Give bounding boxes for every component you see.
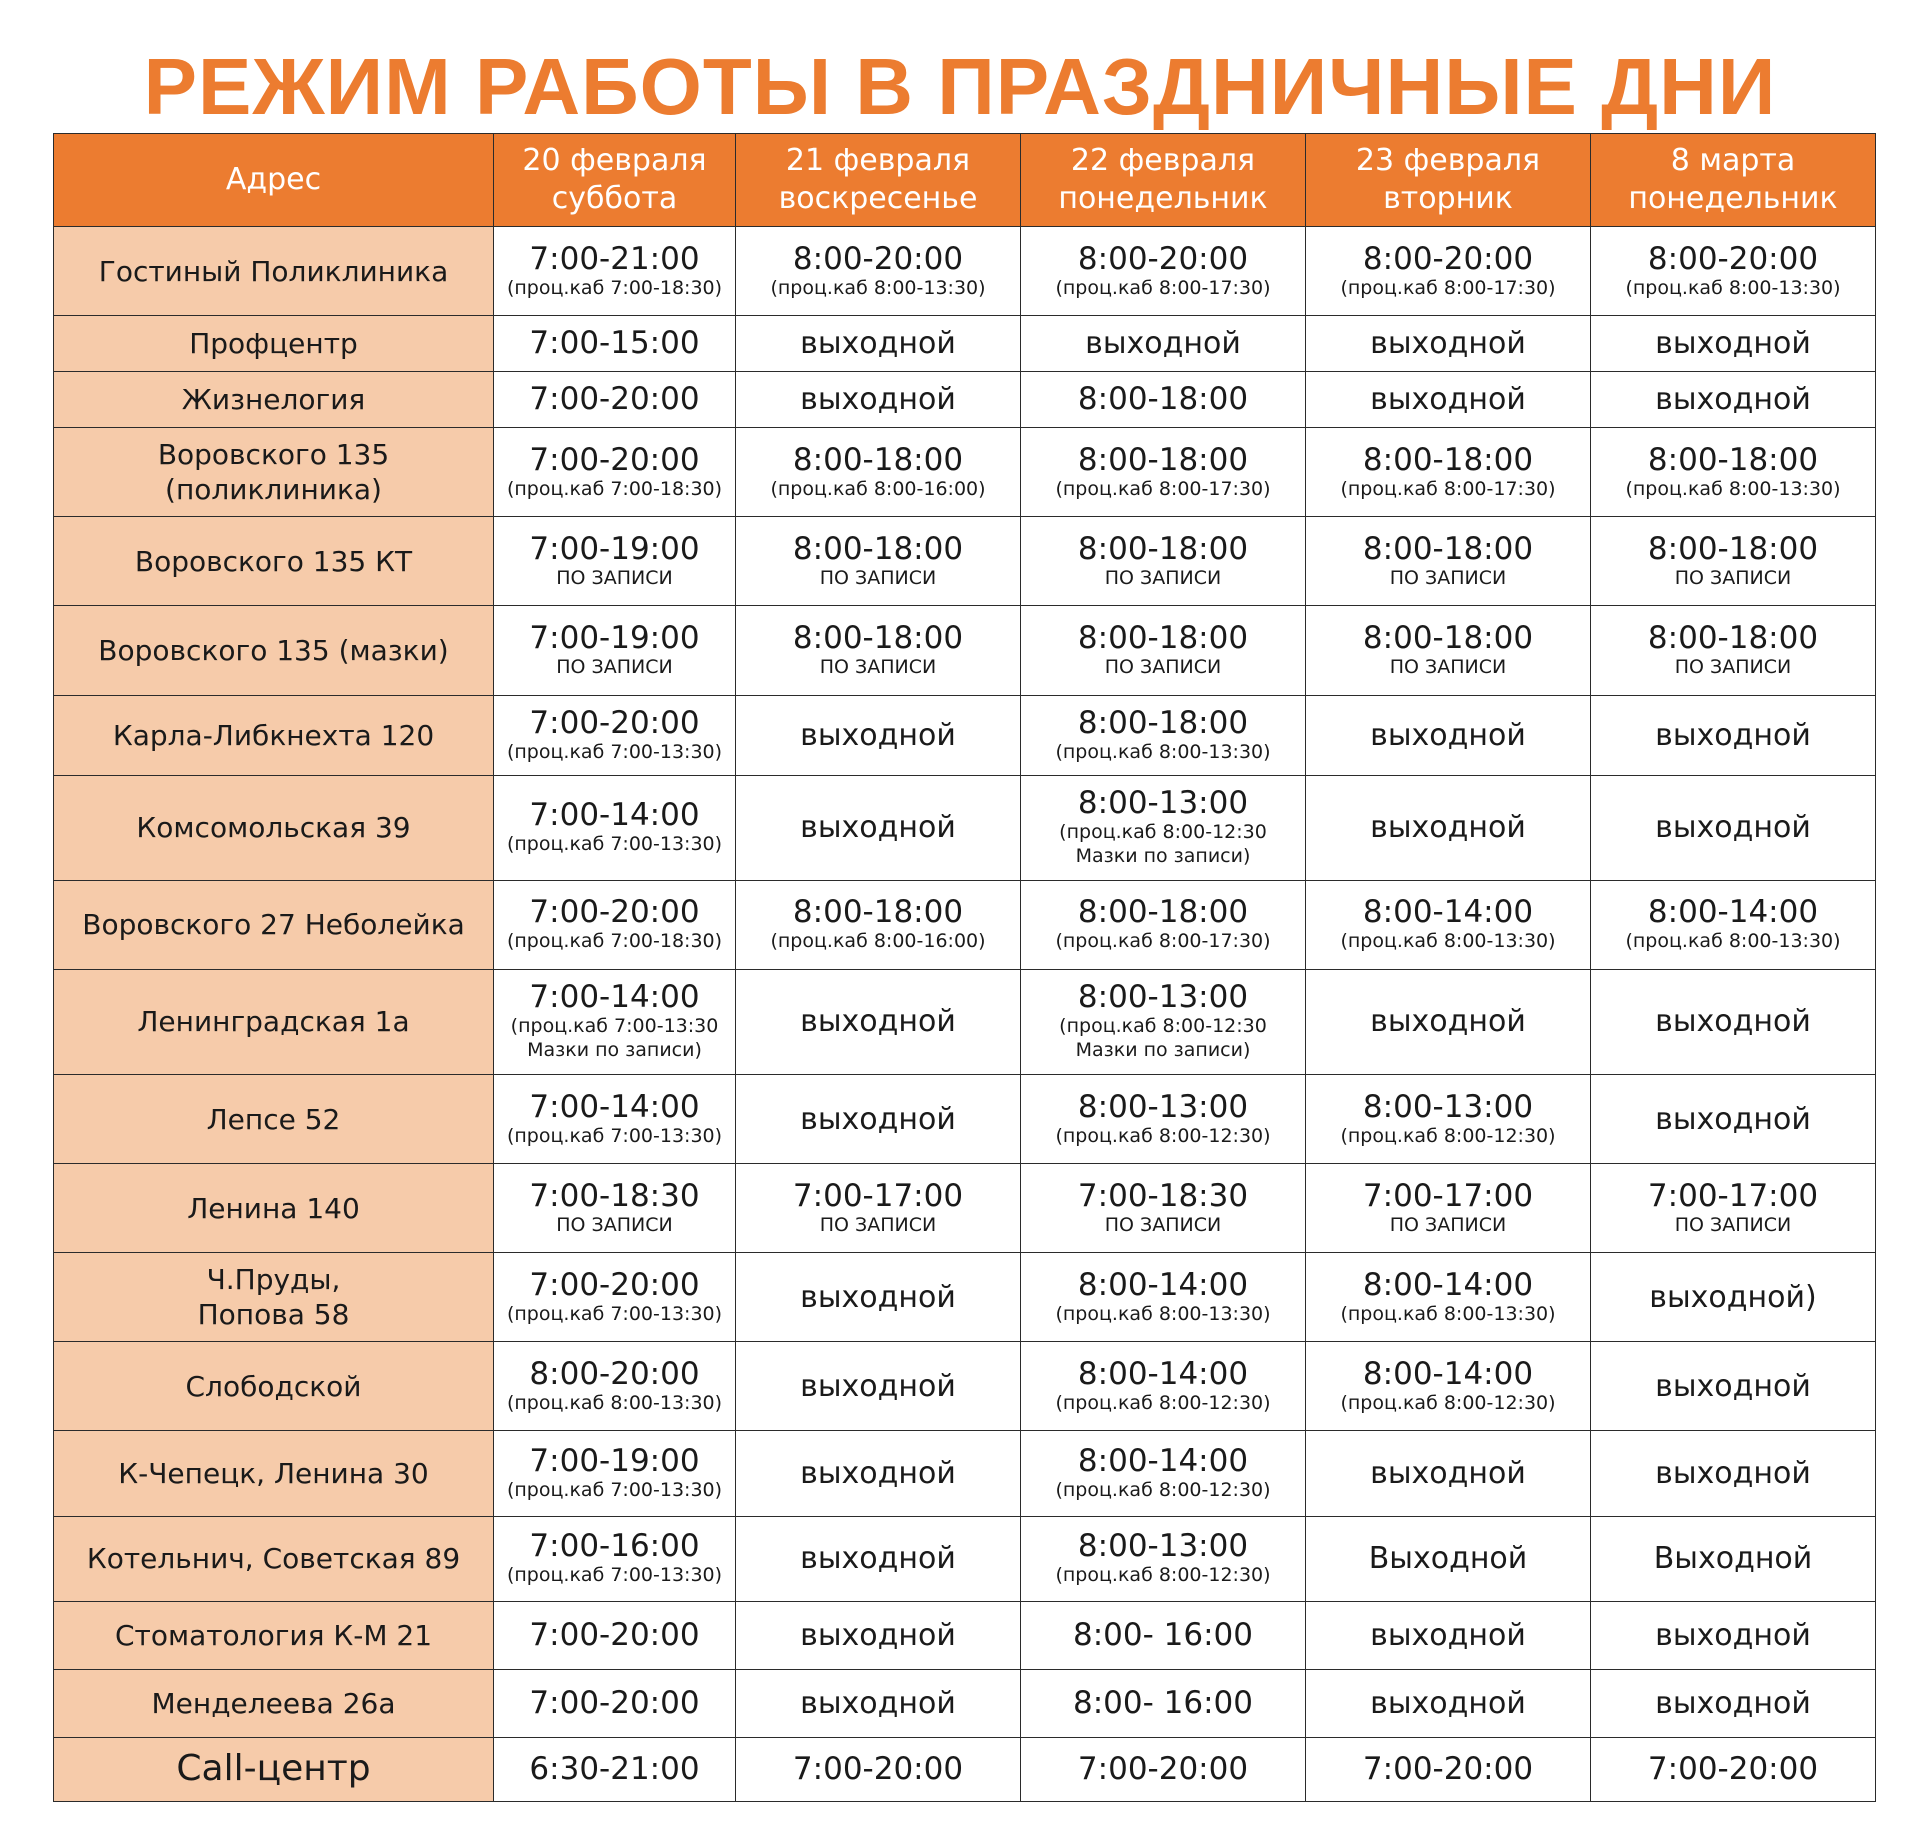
hours-cell: 8:00-18:00 (проц.каб 8:00-17:30): [1021, 880, 1306, 969]
table-row: [54, 1601, 1876, 1669]
hours-cell: 8:00-20:00 (проц.каб 8:00-13:30): [736, 227, 1021, 316]
table-row: [54, 1669, 1876, 1737]
address-cell: Комсомольская 39: [54, 775, 494, 880]
hours-cell: 7:00-20:00 (проц.каб 7:00-18:30): [494, 880, 736, 969]
header-row: [54, 134, 1876, 227]
schedule-table: [53, 133, 1876, 1802]
hours-cell: 8:00-18:00: [1021, 372, 1306, 428]
hours-cell: выходной: [1021, 316, 1306, 372]
hours-cell: 8:00-18:00 ПО ЗАПИСИ: [1591, 517, 1876, 606]
hours-cell: 8:00-18:00 (проц.каб 8:00-13:30): [1021, 695, 1306, 775]
hours-cell: 8:00-14:00 (проц.каб 8:00-12:30): [1306, 1342, 1591, 1431]
page-title: РЕЖИМ РАБОТЫ В ПРАЗДНИЧНЫЕ ДНИ: [143, 42, 1777, 131]
hours-cell: выходной: [1591, 1075, 1876, 1164]
hours-cell: 8:00-18:00 ПО ЗАПИСИ: [736, 606, 1021, 695]
address-cell: Стоматология К-М 21: [54, 1601, 494, 1669]
hours-cell: 7:00-20:00 (проц.каб 7:00-18:30): [494, 428, 736, 517]
hours-cell: 7:00-19:00 ПО ЗАПИСИ: [494, 517, 736, 606]
hours-cell: Выходной: [1591, 1516, 1876, 1601]
hours-cell: выходной: [736, 1601, 1021, 1669]
hours-cell: выходной: [736, 969, 1021, 1074]
hours-cell: выходной: [1591, 316, 1876, 372]
hours-cell: 8:00-14:00 (проц.каб 8:00-12:30): [1021, 1342, 1306, 1431]
hours-cell: 8:00-14:00 (проц.каб 8:00-12:30): [1021, 1431, 1306, 1516]
hours-cell: 8:00-13:00 (проц.каб 8:00-12:30 Мазки по записи): [1021, 969, 1306, 1074]
hours-cell: 8:00-18:00 ПО ЗАПИСИ: [1306, 606, 1591, 695]
hours-cell: 7:00-20:00: [1591, 1737, 1876, 1801]
hours-cell: выходной: [736, 372, 1021, 428]
hours-cell: выходной): [1591, 1253, 1876, 1342]
hours-cell: выходной: [736, 1516, 1021, 1601]
hours-cell: 8:00-18:00 (проц.каб 8:00-13:30): [1591, 428, 1876, 517]
table-row: [54, 428, 1876, 517]
address-cell: Воровского 135 (мазки): [54, 606, 494, 695]
hours-cell: выходной: [1306, 1431, 1591, 1516]
hours-cell: 7:00-15:00: [494, 316, 736, 372]
hours-cell: 6:30-21:00: [494, 1737, 736, 1801]
hours-cell: 8:00-18:00 ПО ЗАПИСИ: [1591, 606, 1876, 695]
hours-cell: выходной: [736, 775, 1021, 880]
hours-cell: 8:00-18:00 (проц.каб 8:00-16:00): [736, 880, 1021, 969]
header-day: 23 февраля вторник: [1306, 134, 1591, 227]
hours-cell: 8:00- 16:00: [1021, 1669, 1306, 1737]
hours-cell: выходной: [1306, 372, 1591, 428]
hours-cell: 7:00-14:00 (проц.каб 7:00-13:30 Мазки по записи): [494, 969, 736, 1074]
address-cell: Жизнелогия: [54, 372, 494, 428]
address-cell: Ленина 140: [54, 1164, 494, 1253]
address-cell: Воровского 135 КТ: [54, 517, 494, 606]
hours-cell: выходной: [1591, 969, 1876, 1074]
table-row: [54, 880, 1876, 969]
address-cell: Котельнич, Советская 89: [54, 1516, 494, 1601]
header-day: 21 февраля воскресенье: [736, 134, 1021, 227]
address-cell: Карла-Либкнехта 120: [54, 695, 494, 775]
table-row: [54, 1431, 1876, 1516]
hours-cell: 8:00-18:00 ПО ЗАПИСИ: [736, 517, 1021, 606]
header-address: Адрес: [54, 134, 494, 227]
hours-cell: 7:00-14:00 (проц.каб 7:00-13:30): [494, 1075, 736, 1164]
table-row: [54, 606, 1876, 695]
hours-cell: 7:00-19:00 (проц.каб 7:00-13:30): [494, 1431, 736, 1516]
table-row: [54, 695, 1876, 775]
hours-cell: 8:00-18:00 ПО ЗАПИСИ: [1021, 606, 1306, 695]
address-cell: Лепсе 52: [54, 1075, 494, 1164]
hours-cell: 8:00-14:00 (проц.каб 8:00-13:30): [1306, 880, 1591, 969]
hours-cell: 8:00-14:00 (проц.каб 8:00-13:30): [1591, 880, 1876, 969]
table-row: [54, 227, 1876, 316]
hours-cell: 8:00-20:00 (проц.каб 8:00-17:30): [1021, 227, 1306, 316]
hours-cell: 8:00-18:00 ПО ЗАПИСИ: [1306, 517, 1591, 606]
address-cell: Менделеева 26а: [54, 1669, 494, 1737]
hours-cell: 8:00-18:00 (проц.каб 8:00-16:00): [736, 428, 1021, 517]
header-day: 22 февраля понедельник: [1021, 134, 1306, 227]
hours-cell: 7:00-17:00 ПО ЗАПИСИ: [1306, 1164, 1591, 1253]
hours-cell: 8:00-13:00 (проц.каб 8:00-12:30 Мазки по записи): [1021, 775, 1306, 880]
table-row: [54, 372, 1876, 428]
hours-cell: Выходной: [1306, 1516, 1591, 1601]
hours-cell: выходной: [1591, 1601, 1876, 1669]
hours-cell: 8:00-13:00 (проц.каб 8:00-12:30): [1021, 1516, 1306, 1601]
address-cell: Call-центр: [54, 1737, 494, 1801]
address-cell: Ленинградская 1а: [54, 969, 494, 1074]
hours-cell: 7:00-20:00 (проц.каб 7:00-13:30): [494, 1253, 736, 1342]
hours-cell: выходной: [736, 1253, 1021, 1342]
header-day: 8 марта понедельник: [1591, 134, 1876, 227]
address-cell: Гостиный Поликлиника: [54, 227, 494, 316]
hours-cell: выходной: [736, 695, 1021, 775]
table-row: [54, 1075, 1876, 1164]
hours-cell: 8:00-20:00 (проц.каб 8:00-13:30): [494, 1342, 736, 1431]
address-cell: Ч.Пруды, Попова 58: [54, 1253, 494, 1342]
hours-cell: выходной: [736, 1075, 1021, 1164]
hours-cell: выходной: [1591, 695, 1876, 775]
hours-cell: выходной: [1591, 775, 1876, 880]
table-row: [54, 1737, 1876, 1801]
hours-cell: 8:00-14:00 (проц.каб 8:00-13:30): [1306, 1253, 1591, 1342]
hours-cell: 8:00-20:00 (проц.каб 8:00-13:30): [1591, 227, 1876, 316]
hours-cell: выходной: [736, 1342, 1021, 1431]
hours-cell: 8:00-13:00 (проц.каб 8:00-12:30): [1021, 1075, 1306, 1164]
hours-cell: выходной: [736, 1669, 1021, 1737]
hours-cell: выходной: [736, 316, 1021, 372]
hours-cell: выходной: [1306, 775, 1591, 880]
hours-cell: 7:00-19:00 ПО ЗАПИСИ: [494, 606, 736, 695]
hours-cell: 8:00- 16:00: [1021, 1601, 1306, 1669]
hours-cell: 7:00-20:00 (проц.каб 7:00-13:30): [494, 695, 736, 775]
hours-cell: выходной: [736, 1431, 1021, 1516]
address-cell: Слободской: [54, 1342, 494, 1431]
hours-cell: выходной: [1306, 969, 1591, 1074]
hours-cell: 8:00-18:00 (проц.каб 8:00-17:30): [1306, 428, 1591, 517]
address-cell: Воровского 27 Неболейка: [54, 880, 494, 969]
hours-cell: 7:00-20:00: [736, 1737, 1021, 1801]
hours-cell: выходной: [1591, 1431, 1876, 1516]
hours-cell: 7:00-16:00 (проц.каб 7:00-13:30): [494, 1516, 736, 1601]
table-row: [54, 1516, 1876, 1601]
address-cell: Профцентр: [54, 316, 494, 372]
table-row: [54, 1342, 1876, 1431]
hours-cell: 7:00-18:30 ПО ЗАПИСИ: [494, 1164, 736, 1253]
hours-cell: выходной: [1591, 1342, 1876, 1431]
table-row: [54, 517, 1876, 606]
hours-cell: 7:00-20:00: [494, 1601, 736, 1669]
hours-cell: 7:00-21:00 (проц.каб 7:00-18:30): [494, 227, 736, 316]
table-row: [54, 1164, 1876, 1253]
hours-cell: 7:00-20:00: [1306, 1737, 1591, 1801]
hours-cell: 7:00-20:00: [494, 372, 736, 428]
hours-cell: 7:00-17:00 ПО ЗАПИСИ: [1591, 1164, 1876, 1253]
hours-cell: выходной: [1306, 695, 1591, 775]
hours-cell: выходной: [1306, 316, 1591, 372]
hours-cell: выходной: [1306, 1601, 1591, 1669]
hours-cell: выходной: [1591, 1669, 1876, 1737]
hours-cell: 8:00-18:00 (проц.каб 8:00-17:30): [1021, 428, 1306, 517]
address-cell: Воровского 135 (поликлиника): [54, 428, 494, 517]
address-cell: К-Чепецк, Ленина 30: [54, 1431, 494, 1516]
hours-cell: 7:00-20:00: [494, 1669, 736, 1737]
table-row: [54, 969, 1876, 1074]
hours-cell: выходной: [1591, 372, 1876, 428]
hours-cell: 7:00-18:30 ПО ЗАПИСИ: [1021, 1164, 1306, 1253]
hours-cell: выходной: [1306, 1669, 1591, 1737]
hours-cell: 8:00-18:00 ПО ЗАПИСИ: [1021, 517, 1306, 606]
table-row: [54, 775, 1876, 880]
header-day: 20 февраля суббота: [494, 134, 736, 227]
hours-cell: 8:00-13:00 (проц.каб 8:00-12:30): [1306, 1075, 1591, 1164]
hours-cell: 8:00-14:00 (проц.каб 8:00-13:30): [1021, 1253, 1306, 1342]
hours-cell: 8:00-20:00 (проц.каб 8:00-17:30): [1306, 227, 1591, 316]
hours-cell: 7:00-17:00 ПО ЗАПИСИ: [736, 1164, 1021, 1253]
table-row: [54, 316, 1876, 372]
table-row: [54, 1253, 1876, 1342]
hours-cell: 7:00-20:00: [1021, 1737, 1306, 1801]
hours-cell: 7:00-14:00 (проц.каб 7:00-13:30): [494, 775, 736, 880]
